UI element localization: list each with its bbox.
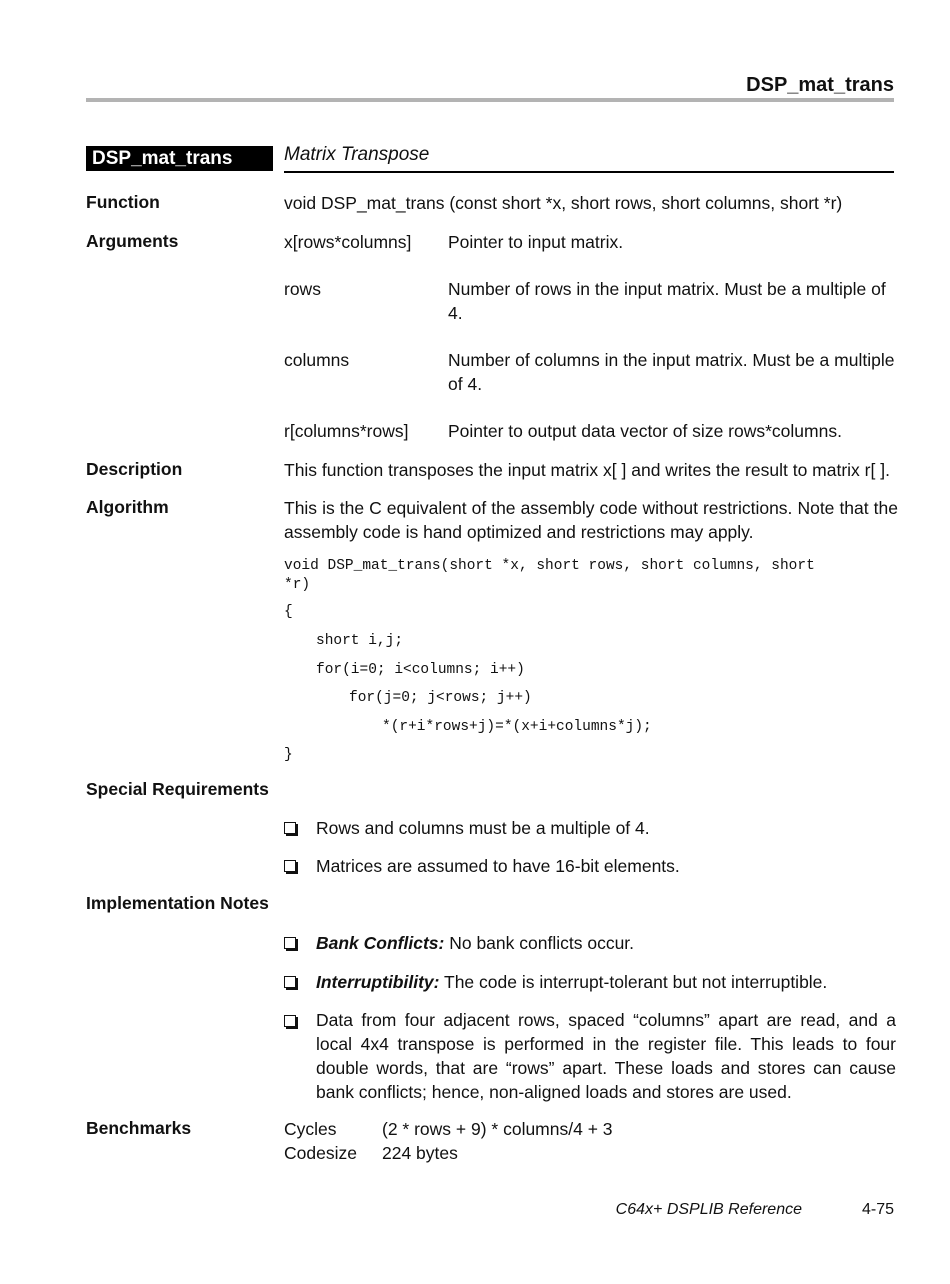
- code-line: {: [284, 604, 293, 620]
- implementation-note: [316, 970, 896, 994]
- benchmark-value: 224 bytes: [382, 1143, 458, 1163]
- description-text: This function transposes the input matrix x[ ] and writes the result to matrix r[ ].: [284, 460, 890, 480]
- subtitle-rule: [284, 171, 894, 173]
- code-line: short i,j;: [316, 633, 404, 649]
- algorithm-label: Algorithm: [86, 497, 169, 517]
- description-label: Description: [86, 459, 183, 479]
- requirement-item: Matrices are assumed to have 16-bit elements.: [316, 856, 680, 876]
- code-line: *(r+i*rows+j)=*(x+i+columns*j);: [382, 719, 652, 735]
- implementation-note: [316, 931, 896, 955]
- benchmark-key: Cycles: [284, 1119, 337, 1139]
- checkbox-bullet-icon: [284, 822, 296, 834]
- requirement-item: Rows and columns must be a multiple of 4.: [316, 818, 650, 838]
- function-subtitle: Matrix Transpose: [284, 144, 430, 165]
- function-name-badge: DSP_mat_trans: [86, 146, 273, 171]
- note-text: The code is interrupt-tolerant but not interruptible.: [439, 972, 828, 992]
- function-signature: void DSP_mat_trans (const short *x, short rows, short columns, short *r): [284, 193, 843, 213]
- note-heading: Interruptibility:: [316, 972, 440, 992]
- implementation-note: [316, 1008, 896, 1104]
- note-text: No bank conflicts occur.: [444, 933, 635, 953]
- argument-name: r[columns*rows]: [284, 421, 409, 441]
- algorithm-text: This is the C equivalent of the assembly code without restrictions. Note that the assembly code is hand optimized and restrictions may apply.: [284, 498, 898, 542]
- code-line: void DSP_mat_trans(short *x, short rows, short columns, short *r): [284, 558, 815, 593]
- argument-description: Number of columns in the input matrix. Must be a multiple of 4.: [448, 350, 895, 394]
- checkbox-bullet-icon: [284, 1015, 296, 1027]
- footer-reference: C64x+ DSPLIB Reference: [615, 1201, 802, 1218]
- code-line: for(i=0; i<columns; i++): [316, 662, 525, 678]
- benchmark-key: Codesize: [284, 1143, 357, 1163]
- header-rule: [86, 98, 894, 102]
- argument-description: Pointer to output data vector of size rows*columns.: [448, 421, 842, 441]
- code-line: }: [284, 747, 293, 763]
- arguments-label: Arguments: [86, 231, 179, 251]
- argument-name: x[rows*columns]: [284, 232, 412, 252]
- checkbox-bullet-icon: [284, 937, 296, 949]
- checkbox-bullet-icon: [284, 860, 296, 872]
- footer-page-number: 4-75: [861, 1201, 894, 1218]
- note-heading: Bank Conflicts:: [316, 933, 445, 953]
- implementation-notes-label: Implementation Notes: [86, 893, 269, 913]
- argument-description: Pointer to input matrix.: [448, 232, 624, 252]
- benchmarks-label: Benchmarks: [86, 1118, 192, 1138]
- checkbox-bullet-icon: [284, 976, 296, 988]
- argument-name: columns: [284, 350, 350, 370]
- argument-description: Number of rows in the input matrix. Must be a multiple of 4.: [448, 279, 886, 323]
- code-line: for(j=0; j<rows; j++): [349, 690, 532, 706]
- benchmark-value: (2 * rows + 9) * columns/4 + 3: [382, 1119, 613, 1139]
- argument-name: rows: [284, 279, 321, 299]
- page-header-title: DSP_mat_trans: [746, 74, 894, 96]
- note-text: Data from four adjacent rows, spaced “columns” apart are read, and a local 4x4 transpose is performed in the register file. This leads to four double words, that are “rows” apart. These loads and stores can cause bank conflicts; hence, non-aligned loads and stores are used.: [316, 1010, 896, 1102]
- special-requirements-label: Special Requirements: [86, 779, 269, 799]
- function-label: Function: [86, 192, 160, 212]
